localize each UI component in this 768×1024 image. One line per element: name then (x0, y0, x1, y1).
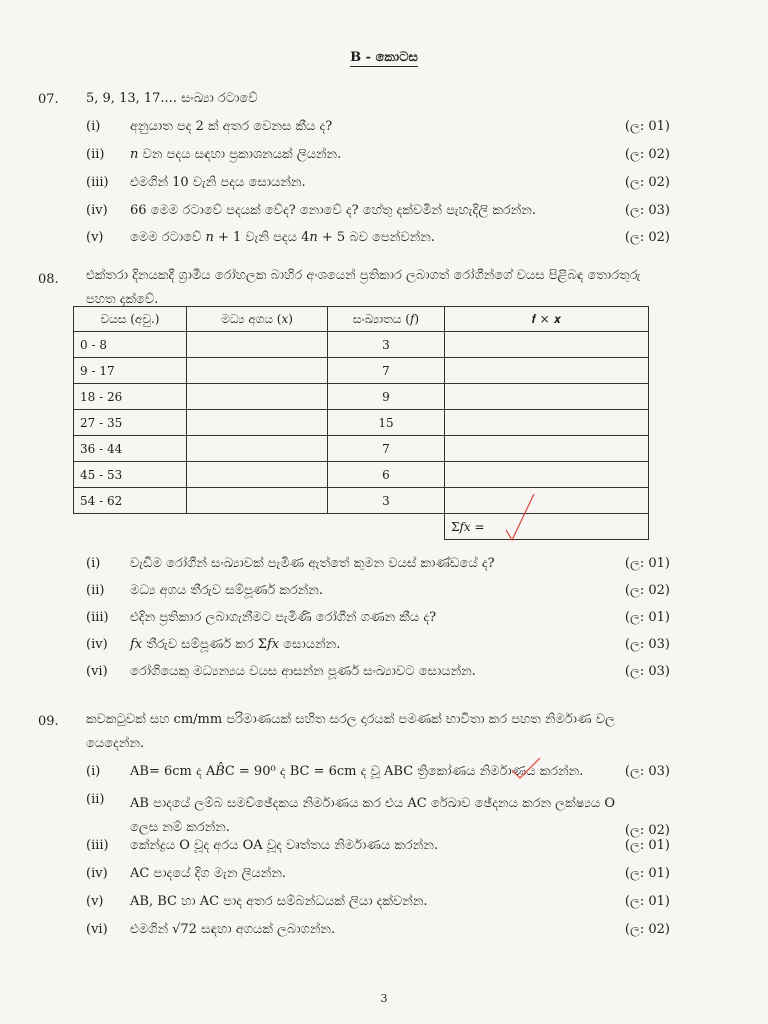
item-text: 𝑓𝑥 තීරුව සම්පූර්ණ කර Σ𝑓𝑥 සොයන්න. (130, 637, 341, 652)
cell-age: 18 - 26 (74, 384, 187, 410)
q08-item-vi (86, 664, 670, 686)
item-numeral: (v) (86, 230, 104, 245)
item-numeral: (iii) (86, 175, 109, 190)
sum-fx-label: Σ𝑓𝑥 = (451, 519, 485, 534)
item-text: මෙම රටාවේ 𝑛 + 1 වැනි පදය 4𝑛 + 5 බව පෙන්වන්න. (130, 230, 435, 245)
item-marks: (ල: 01) (624, 894, 670, 909)
cell-frequency: 15 (328, 410, 445, 436)
q07-item-iii (86, 175, 670, 197)
item-numeral: (vi) (86, 922, 108, 937)
cell-age: 36 - 44 (74, 436, 187, 462)
q07-item-ii (86, 147, 670, 169)
column-header-age: වයස (අවු.) (74, 307, 187, 332)
q09-item-vi (86, 922, 670, 944)
question-09-stem: කවකටුවක් සහ cm/mm පරිමාණයක් සහිත සරල දාරයක් පමණක් භාවිතා කර පහත නිර්මාණ වල යෙදෙන්න. (86, 712, 615, 751)
cell-frequency: 6 (328, 462, 445, 488)
cell-midpoint (187, 488, 328, 514)
question-number-07: 07. (38, 92, 59, 107)
cell-fx (445, 358, 649, 384)
cell-midpoint (187, 462, 328, 488)
cell-age: 45 - 53 (74, 462, 187, 488)
cell-frequency: 3 (328, 332, 445, 358)
column-header-midpoint: මධ්‍ය අගය (𝑥) (187, 307, 328, 332)
q09-item-iii (86, 838, 670, 860)
item-text: එමගින් √72 සඳහා අගයක් ලබාගන්න. (130, 922, 336, 937)
cell-fx (445, 384, 649, 410)
item-numeral: (i) (86, 764, 101, 779)
q09-item-i (86, 764, 670, 786)
cell-midpoint (187, 384, 328, 410)
question-number-09: 09. (38, 714, 59, 729)
table-sum-row (74, 514, 649, 540)
q08-item-iv (86, 637, 670, 659)
cell-age: 9 - 17 (74, 358, 187, 384)
table-row (74, 358, 649, 384)
table-row (74, 410, 649, 436)
cell-fx (445, 436, 649, 462)
item-text: කේන්ද්‍රය O වූද අරය OA වූද වෘත්තය නිර්මාණය කරන්න. (130, 838, 439, 853)
item-marks: (ල: 02) (624, 147, 670, 162)
red-tick-mark (500, 490, 540, 550)
item-numeral: (iv) (86, 203, 108, 218)
q08-item-ii (86, 583, 670, 605)
item-text: රෝගියෙකු මධ්‍යන්‍යය වයස ආසන්න පූර්ණ සංඛ්‍යාවට සොයන්න. (130, 664, 476, 679)
section-title: B - කොටස (350, 50, 418, 65)
table-row (74, 384, 649, 410)
table-row (74, 488, 649, 514)
item-marks: (ල: 01) (624, 119, 670, 134)
q07-item-iv (86, 203, 670, 225)
item-marks: (ල: 01) (624, 866, 670, 881)
table-row (74, 462, 649, 488)
q08-item-iii (86, 610, 670, 632)
q09-item-iv (86, 866, 670, 888)
item-numeral: (ii) (86, 147, 105, 162)
question-number-08: 08. (38, 272, 59, 287)
sum-fx-cell (445, 514, 649, 540)
item-text: 𝑛 වන පදය සඳහා ප්‍රකාශනයක් ලියන්න. (130, 147, 342, 162)
table-header-row (74, 307, 649, 332)
cell-fx (445, 488, 649, 514)
item-text: වැඩිම රෝගීන් සංඛ්‍යාවක් පැමිණ ඇත්තේ කුමන වයස් කාණ්ඩයේ ද? (130, 556, 495, 571)
item-numeral: (v) (86, 894, 104, 909)
item-text: AB පාදයේ ලම්බ සමච්ඡේදකය නිර්මාණය කර එය AC රේඛාව ඡේදනය කරන ලක්ෂ්‍යය O ලෙස නම් කරන්න. (130, 796, 616, 835)
q08-item-i (86, 556, 670, 578)
question-08-stem: එක්තරා දිනයකදී ග්‍රාමීය රෝහලක බාහිර අංශයෙන් ප්‍රතිකාර ලබාගත් රෝගීන්ගේ වයස පිළිබඳ තොරතුරු පහත දක්වේ. (86, 268, 641, 307)
item-marks: (ල: 03) (624, 203, 670, 218)
q07-item-v (86, 230, 670, 252)
item-marks: (ල: 02) (624, 922, 670, 937)
age-frequency-table (73, 306, 649, 540)
item-text: AB= 6cm ද A𝐵̂C = 90⁰ ද BC = 6cm ද වූ ABC ත්‍රිකෝණය නිර්මාණය කරන්න. (130, 764, 584, 779)
item-marks: (ල: 03) (624, 664, 670, 679)
cell-frequency: 7 (328, 358, 445, 384)
cell-fx (445, 462, 649, 488)
q09-item-v (86, 894, 670, 916)
table-row (74, 332, 649, 358)
column-header-frequency: සංඛ්‍යාතය (𝑓) (328, 307, 445, 332)
item-numeral: (iii) (86, 838, 109, 853)
table-row (74, 436, 649, 462)
item-numeral: (i) (86, 119, 101, 134)
red-tick-mark (508, 756, 544, 784)
item-marks: (ල: 01) (624, 610, 670, 625)
question-07-stem: 5, 9, 13, 17.... සංඛ්‍යා රටාවේ (86, 91, 258, 106)
item-marks: (ල: 02) (624, 583, 670, 598)
q07-item-i (86, 119, 670, 141)
item-marks: (ල: 03) (624, 764, 670, 779)
column-header-fx: 𝒇 × 𝒙 (445, 307, 649, 332)
item-marks: (ල: 01) (624, 838, 670, 853)
item-text: අනුයාත පද 2 ක් අතර වෙනස කීය ද? (130, 119, 333, 134)
item-numeral: (vi) (86, 664, 108, 679)
item-numeral: (ii) (86, 792, 105, 807)
item-text: එමගින් 10 වැනි පදය සොයන්න. (130, 175, 306, 190)
item-numeral: (iv) (86, 866, 108, 881)
item-numeral: (iv) (86, 637, 108, 652)
page-number: 3 (380, 992, 388, 1005)
cell-midpoint (187, 358, 328, 384)
cell-age: 27 - 35 (74, 410, 187, 436)
item-marks: (ල: 03) (624, 637, 670, 652)
cell-age: 0 - 8 (74, 332, 187, 358)
item-marks: (ල: 02) (624, 175, 670, 190)
cell-fx (445, 410, 649, 436)
item-text: AC පාදයේ දිග මැන ලියන්න. (130, 866, 287, 881)
item-text: එදින ප්‍රතිකාර ලබාගැනීමට පැමිණි රෝගීන් ගණන කීය ද? (130, 610, 437, 625)
item-marks: (ල: 02) (624, 823, 670, 838)
item-text: AB, BC හා AC පාද අතර සම්බන්ධයක් ලියා දක්වන්න. (130, 894, 428, 909)
cell-frequency: 9 (328, 384, 445, 410)
cell-fx (445, 332, 649, 358)
item-text: 66 මෙම රටාවේ පදයක් වේද? නොවේ ද? හේතු දක්වමින් පැහැදිලි කරන්න. (130, 203, 536, 218)
cell-age: 54 - 62 (74, 488, 187, 514)
item-marks: (ල: 02) (624, 230, 670, 245)
item-marks: (ල: 01) (624, 556, 670, 571)
cell-midpoint (187, 332, 328, 358)
item-numeral: (iii) (86, 610, 109, 625)
item-text: මධ්‍ය අගය තීරුව සම්පූර්ණ කරන්න. (130, 583, 323, 598)
cell-midpoint (187, 436, 328, 462)
cell-frequency: 7 (328, 436, 445, 462)
cell-midpoint (187, 410, 328, 436)
item-numeral: (ii) (86, 583, 105, 598)
q09-item-ii (86, 792, 670, 838)
cell-frequency: 3 (328, 488, 445, 514)
item-numeral: (i) (86, 556, 101, 571)
